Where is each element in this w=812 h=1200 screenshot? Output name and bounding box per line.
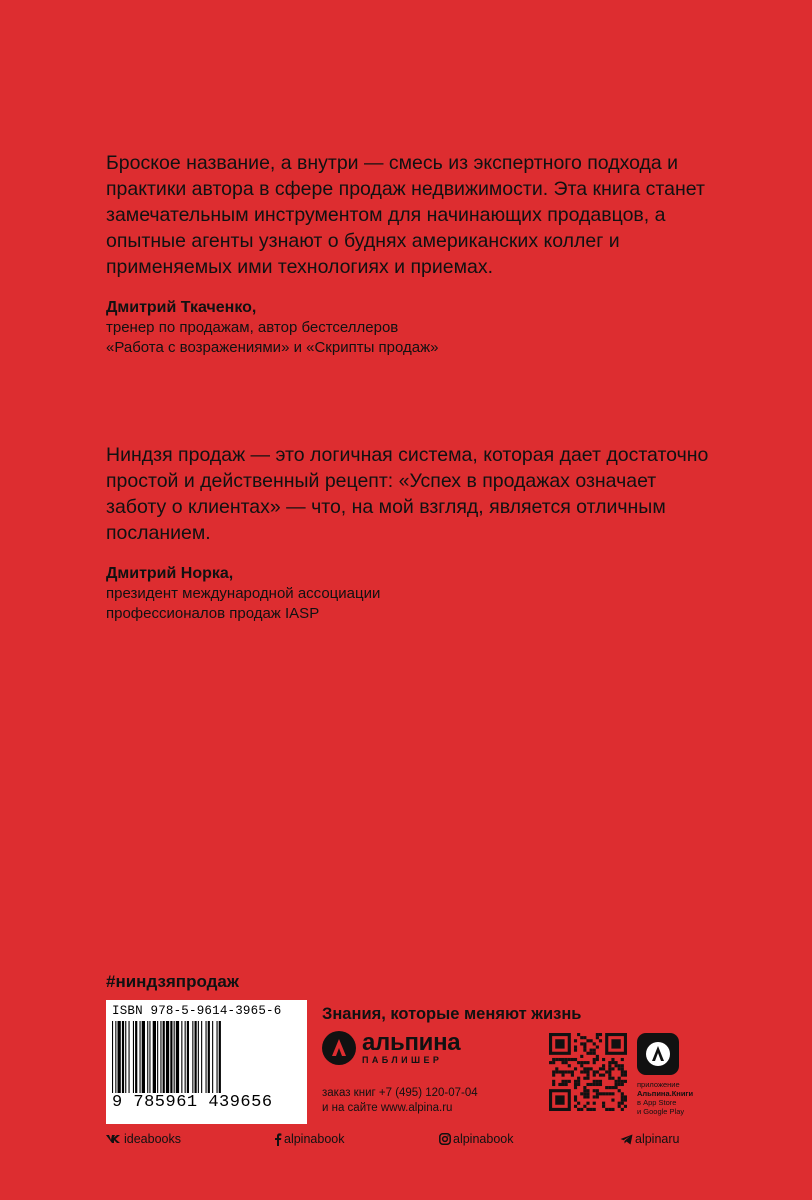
social-links	[106, 1132, 706, 1152]
app-line: приложение	[637, 1080, 680, 1089]
quote-author: Дмитрий Норка,	[106, 565, 234, 582]
app-icon	[637, 1033, 679, 1075]
publisher-sub: ПАБЛИШЕР	[362, 1054, 443, 1065]
instagram-icon	[439, 1133, 451, 1145]
social-vk-label: ideabooks	[124, 1132, 181, 1146]
facebook-icon	[274, 1133, 282, 1146]
social-vk[interactable]	[106, 1132, 181, 1146]
isbn-barcode	[106, 1000, 307, 1124]
quote-author-role: президент международной ассоциации	[106, 585, 381, 602]
publisher-name: альпина	[362, 1028, 461, 1056]
quote-block-2	[106, 442, 716, 624]
quote-author-role: тренер по продажам, автор бестселлеров	[106, 319, 399, 336]
quote-author-role: «Работа с возражениями» и «Скрипты продаж»	[106, 339, 439, 356]
quote-text: Ниндзя продаж — это логичная система, которая дает достаточно простой и действенный рецепт: «Успех в продажах означает заботу о клиентах» — что, на мой взгляд, является отличным посланием.	[106, 444, 709, 544]
alpina-logo-icon	[322, 1031, 356, 1065]
app-line: и Google Play	[637, 1107, 685, 1116]
telegram-icon	[620, 1134, 633, 1145]
quote-text: Броское название, а внутри — смесь из экспертного подхода и практики автора в сфере продаж недвижимости. Эта книга станет замечательным инструментом для начинающих продавцов, а опытные агенты узнают о буднях американских коллег и применяемых ими технологиях и приемах.	[106, 152, 705, 278]
social-ig-label: alpinabook	[453, 1132, 514, 1146]
social-tg-label: alpinaru	[635, 1132, 680, 1146]
isbn-digits: 9 785961 439656	[112, 1093, 273, 1112]
publisher-slogan: Знания, которые меняют жизнь	[322, 1005, 582, 1023]
isbn-label: ISBN 978-5-9614-3965-6	[112, 1004, 282, 1018]
order-info	[322, 1086, 478, 1116]
quote-block-1	[106, 150, 716, 358]
app-promo	[637, 1080, 707, 1116]
publisher-logo-block	[322, 1028, 461, 1065]
social-ig[interactable]	[439, 1132, 513, 1146]
order-site[interactable]: и на сайте www.alpina.ru	[322, 1102, 453, 1114]
vk-icon	[106, 1134, 122, 1144]
quote-author-role: профессионалов продаж IASP	[106, 605, 320, 622]
quote-author: Дмитрий Ткаченко,	[106, 299, 257, 316]
hashtag: #ниндзяпродаж	[106, 972, 239, 991]
social-tg[interactable]	[620, 1132, 679, 1146]
app-line: Альпина.Книги	[637, 1089, 694, 1098]
app-line: в App Store	[637, 1098, 677, 1107]
barcode-bars	[112, 1021, 301, 1093]
order-phone: заказ книг +7 (495) 120-07-04	[322, 1087, 478, 1099]
social-fb[interactable]	[274, 1132, 344, 1146]
qr-code	[549, 1033, 627, 1111]
social-fb-label: alpinabook	[284, 1132, 345, 1146]
